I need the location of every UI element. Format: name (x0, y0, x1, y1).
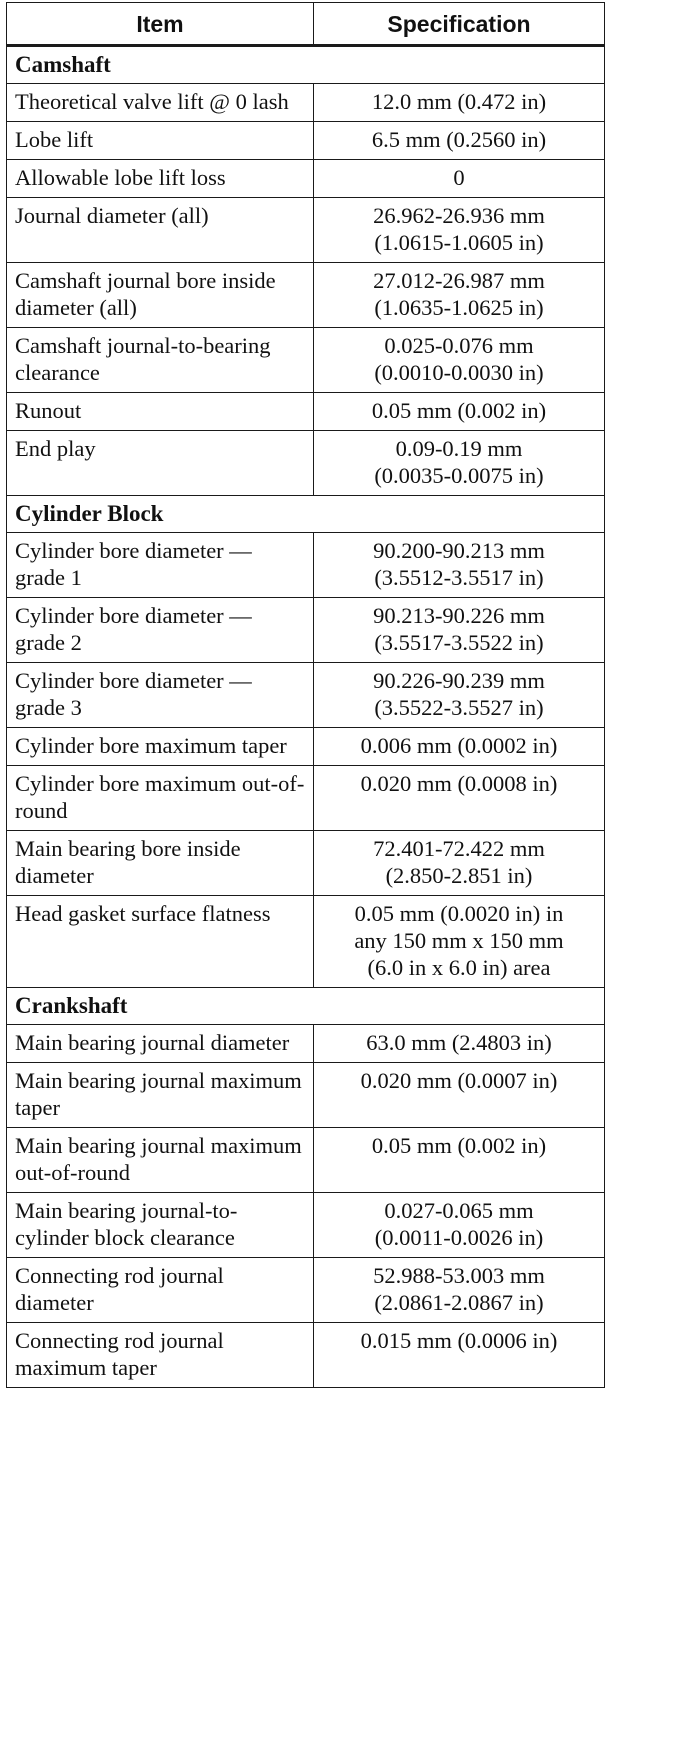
item-cell: End play (7, 431, 314, 496)
specification-cell (314, 263, 605, 328)
item-cell: Cylinder bore diameter — grade 3 (7, 663, 314, 728)
specification-line: (2.850-2.851 in) (385, 863, 533, 888)
table-row (7, 84, 605, 122)
section-title: Camshaft (7, 46, 605, 84)
specification-cell (314, 160, 605, 198)
specification-line: (0.0011-0.0026 in) (374, 1225, 544, 1250)
specification-line: 6.5 mm (0.2560 in) (371, 127, 547, 152)
specification-line: 90.226-90.239 mm (373, 668, 545, 693)
table-row (7, 728, 605, 766)
header-row (7, 3, 605, 46)
item-cell: Allowable lobe lift loss (7, 160, 314, 198)
specification-cell (314, 84, 605, 122)
table-row (7, 533, 605, 598)
table-row (7, 160, 605, 198)
specification-line: 0.05 mm (0.002 in) (371, 398, 547, 423)
specification-cell (314, 663, 605, 728)
section-title: Crankshaft (7, 988, 605, 1025)
specification-line: any 150 mm x 150 mm (354, 928, 564, 953)
specification-cell (314, 393, 605, 431)
specification-line: (1.0615-1.0605 in) (374, 230, 544, 255)
specification-line: 0.05 mm (0.002 in) (371, 1133, 547, 1158)
specification-line: 26.962-26.936 mm (373, 203, 545, 228)
specification-line: (3.5512-3.5517 in) (374, 565, 544, 590)
specification-line: 0.020 mm (0.0007 in) (360, 1068, 558, 1093)
item-cell: Connecting rod journal diameter (7, 1258, 314, 1323)
item-cell: Cylinder bore diameter — grade 1 (7, 533, 314, 598)
specification-line: 0.025-0.076 mm (384, 333, 534, 358)
specification-cell (314, 1258, 605, 1323)
specification-line: (6.0 in x 6.0 in) area (367, 955, 551, 980)
specification-line: (3.5517-3.5522 in) (374, 630, 544, 655)
item-cell: Journal diameter (all) (7, 198, 314, 263)
specification-line: 0.006 mm (0.0002 in) (360, 733, 558, 758)
table-row (7, 198, 605, 263)
specification-cell (314, 831, 605, 896)
table-row (7, 263, 605, 328)
specification-line: 63.0 mm (2.4803 in) (366, 1030, 552, 1055)
specification-cell (314, 1063, 605, 1128)
specification-line: (0.0035-0.0075 in) (374, 463, 544, 488)
specification-line: 12.0 mm (0.472 in) (371, 89, 547, 114)
specification-cell (314, 198, 605, 263)
table-header (7, 3, 605, 46)
specification-line: 0.015 mm (0.0006 in) (360, 1328, 558, 1353)
specification-cell (314, 1128, 605, 1193)
section-row (7, 46, 605, 84)
table-row (7, 896, 605, 988)
specification-cell (314, 328, 605, 393)
item-cell: Main bearing journal maximum taper (7, 1063, 314, 1128)
specification-line: (1.0635-1.0625 in) (374, 295, 544, 320)
item-cell: Camshaft journal bore inside diameter (all) (7, 263, 314, 328)
table-row (7, 1258, 605, 1323)
table-row (7, 1193, 605, 1258)
specification-line: 0.05 mm (0.0020 in) in (354, 901, 564, 926)
specification-table (6, 2, 605, 1388)
specification-line: 52.988-53.003 mm (373, 1263, 545, 1288)
table-row (7, 663, 605, 728)
specification-cell (314, 431, 605, 496)
item-cell: Main bearing journal maximum out-of-round (7, 1128, 314, 1193)
specification-cell (314, 896, 605, 988)
table-row (7, 766, 605, 831)
item-cell: Theoretical valve lift @ 0 lash (7, 84, 314, 122)
specification-line: 27.012-26.987 mm (373, 268, 545, 293)
item-cell: Runout (7, 393, 314, 431)
column-header-item: Item (7, 3, 314, 46)
table-row (7, 122, 605, 160)
table-body (7, 46, 605, 1388)
item-cell: Connecting rod journal maximum taper (7, 1323, 314, 1388)
item-cell: Main bearing journal diameter (7, 1025, 314, 1063)
specification-line: 90.200-90.213 mm (373, 538, 545, 563)
specification-cell (314, 728, 605, 766)
item-cell: Cylinder bore maximum taper (7, 728, 314, 766)
item-cell: Lobe lift (7, 122, 314, 160)
table-row (7, 1128, 605, 1193)
specification-cell (314, 598, 605, 663)
section-row (7, 496, 605, 533)
specification-cell (314, 766, 605, 831)
table-row (7, 393, 605, 431)
item-cell: Camshaft journal-to-bearing clearance (7, 328, 314, 393)
specification-line: 0 (453, 165, 465, 190)
item-cell: Main bearing journal-to-cylinder block clearance (7, 1193, 314, 1258)
column-header-specification: Specification (314, 3, 605, 46)
section-row (7, 988, 605, 1025)
specification-line: (2.0861-2.0867 in) (374, 1290, 544, 1315)
specification-cell (314, 1323, 605, 1388)
item-cell: Cylinder bore maximum out-of-round (7, 766, 314, 831)
section-title: Cylinder Block (7, 496, 605, 533)
specification-cell (314, 533, 605, 598)
specification-line: 90.213-90.226 mm (373, 603, 545, 628)
specification-line: (0.0010-0.0030 in) (374, 360, 544, 385)
table-row (7, 598, 605, 663)
table-row (7, 831, 605, 896)
specification-line: 72.401-72.422 mm (373, 836, 545, 861)
table-row (7, 1025, 605, 1063)
item-cell: Head gasket surface flatness (7, 896, 314, 988)
table-row (7, 1063, 605, 1128)
item-cell: Main bearing bore inside diameter (7, 831, 314, 896)
item-cell: Cylinder bore diameter — grade 2 (7, 598, 314, 663)
specification-cell (314, 1025, 605, 1063)
specification-cell (314, 1193, 605, 1258)
specification-line: 0.09-0.19 mm (395, 436, 523, 461)
specification-line: (3.5522-3.5527 in) (374, 695, 544, 720)
table-row (7, 1323, 605, 1388)
table-row (7, 328, 605, 393)
specification-cell (314, 122, 605, 160)
table-row (7, 431, 605, 496)
specification-line: 0.027-0.065 mm (384, 1198, 534, 1223)
specification-line: 0.020 mm (0.0008 in) (360, 771, 558, 796)
